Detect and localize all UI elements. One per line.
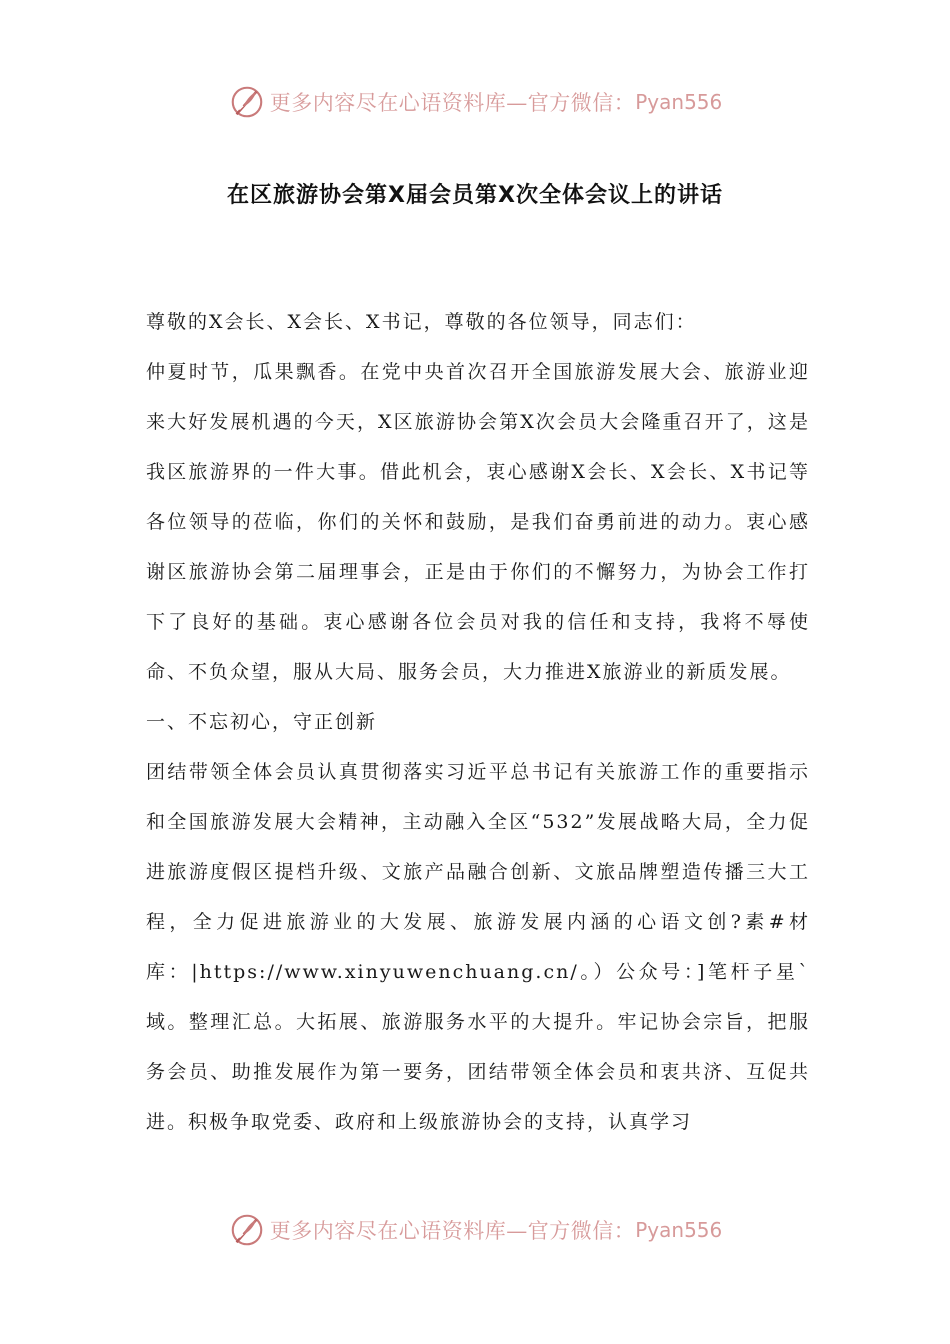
banner-wechat-id: Pyan556 <box>635 90 723 114</box>
header-banner <box>0 82 950 122</box>
document-title: 在区旅游协会第X届会员第X次全体会议上的讲话 <box>227 183 723 208</box>
banner-wechat-id: Pyan556 <box>635 1218 723 1242</box>
paragraph-2: 团结带领全体会员认真贯彻落实习近平总书记有关旅游工作的重要指示和全国旅游发展大会精神，主动融入全区“532”发展战略大局，全力促进旅游度假区提档升级、文旅产品融合创新、文旅品牌塑造传播三大工程，全力促进旅游业的大发展、旅游发展内涵的心语文创?素#材库：|https://www.xinyuwenchuang.cn/。）公众号：]笔杆子星`域。整理汇总。大拓展、旅游服务水平的大提升。牢记协会宗旨，把服务会员、助推发展作为第一要务，团结带领全体会员和衷共济、互促共进。积极争取党委、政府和上级旅游协会的支持，认真学习 <box>146 761 810 1133</box>
footer-banner <box>0 1210 950 1250</box>
quill-pen-circle-icon <box>228 1211 266 1249</box>
greeting-line: 尊敬的X会长、X会长、X书记，尊敬的各位领导，同志们： <box>146 311 697 333</box>
banner-text: 更多内容尽在心语资料库—官方微信： <box>269 1219 636 1243</box>
document-body <box>146 297 810 1147</box>
banner-text: 更多内容尽在心语资料库—官方微信： <box>269 91 636 115</box>
section-heading-1: 一、不忘初心，守正创新 <box>146 711 378 733</box>
paragraph-1: 仲夏时节，瓜果飘香。在党中央首次召开全国旅游发展大会、旅游业迎来大好发展机遇的今天，X区旅游协会第X次会员大会隆重召开了，这是我区旅游界的一件大事。借此机会，衷心感谢X会长、X会长、X书记等各位领导的莅临，你们的关怀和鼓励，是我们奋勇前进的动力。衷心感谢区旅游协会第二届理事会，正是由于你们的不懈努力，为协会工作打下了良好的基础。衷心感谢各位会员对我的信任和支持，我将不辱使命、不负众望，服从大局、服务会员，大力推进X旅游业的新质发展。 <box>146 361 810 683</box>
quill-pen-circle-icon <box>228 83 266 121</box>
